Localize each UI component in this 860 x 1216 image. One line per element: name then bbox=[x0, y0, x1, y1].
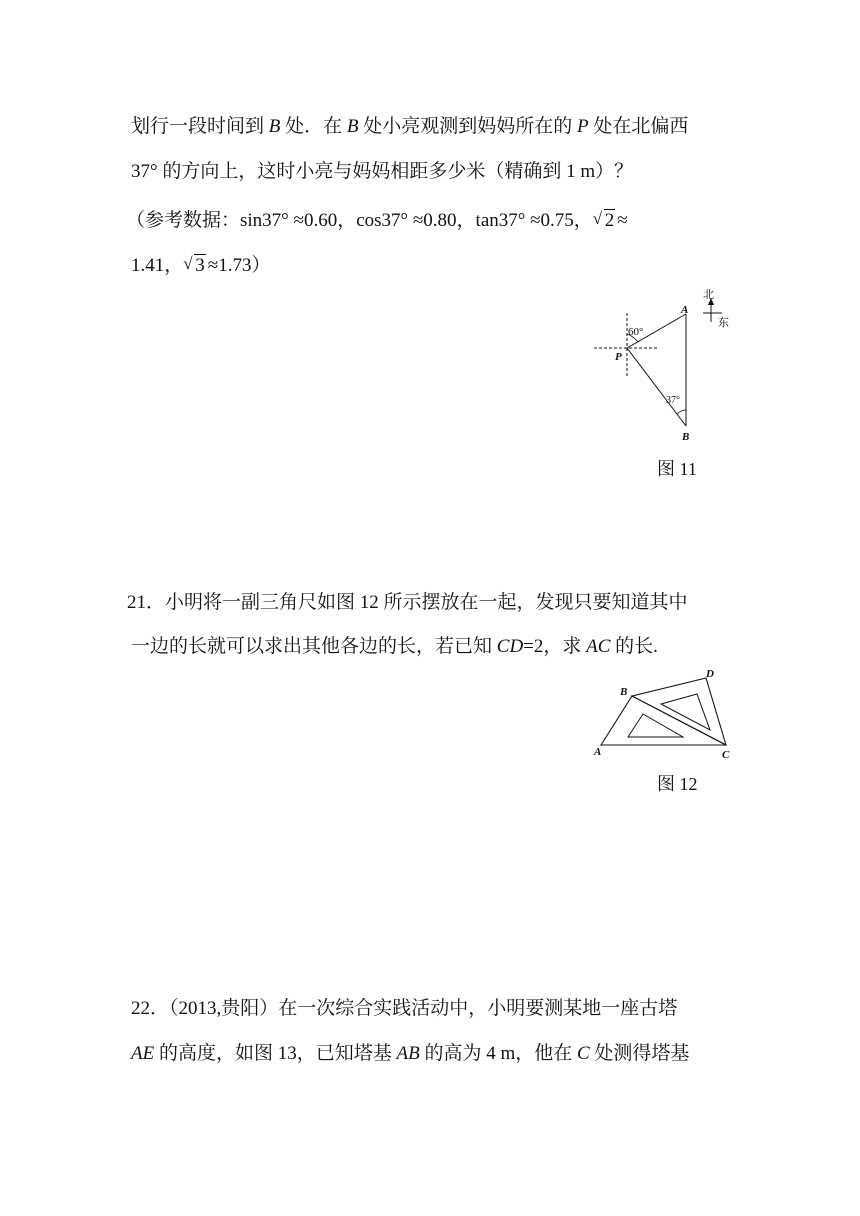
east-label: 东 bbox=[718, 317, 729, 329]
set-square-45-inner bbox=[628, 714, 683, 737]
point-label-P: P bbox=[615, 351, 622, 363]
point-label-B: B bbox=[620, 686, 628, 698]
var-CD: CD bbox=[496, 636, 524, 657]
p20-line-1: 划行一段时间到 B 处．在 B 处小亮观测到妈妈所在的 P 处在北偏西 bbox=[131, 116, 689, 137]
point-label-A: A bbox=[594, 746, 602, 758]
angle-label-37: 37° bbox=[666, 395, 680, 406]
point-label-A: A bbox=[681, 304, 689, 316]
north-label: 北 bbox=[703, 289, 714, 301]
sqrt-3: √ 3 bbox=[183, 254, 205, 276]
p20-line-3: （参考数据：sin37° ≈0.60，cos37° ≈0.80，tan37° ≈0.75， √ 2 ≈ bbox=[126, 209, 628, 231]
p20-line-2: 37° 的方向上，这时小亮与妈妈相距多少米（精确到 1 m）？ bbox=[131, 161, 634, 182]
var-AE: AE bbox=[131, 1043, 155, 1064]
angle-arc-37 bbox=[677, 410, 686, 414]
figure-11-caption: 图 11 bbox=[657, 459, 697, 479]
q21-line-2: 一边的长就可以求出其他各边的长，若已知 CD=2，求 AC 的长. bbox=[131, 636, 658, 657]
q21-line-1: 21．小明将一副三角尺如图 12 所示摆放在一起，发现只要知道其中 bbox=[127, 592, 688, 613]
p20-line-4: 1.41， √ 3 ≈1.73） bbox=[131, 254, 271, 276]
q22-line-1: 22．（2013,贵阳）在一次综合实践活动中，小明要测某地一座古塔 bbox=[131, 998, 678, 1019]
point-label-D: D bbox=[706, 668, 714, 680]
var-AC: AC bbox=[586, 636, 611, 657]
segment-PB bbox=[627, 348, 686, 426]
figure-11 bbox=[590, 285, 740, 445]
point-label-C: C bbox=[722, 749, 730, 760]
var-P: P bbox=[577, 116, 589, 137]
sqrt-2: √ 2 bbox=[592, 209, 615, 231]
var-B: B bbox=[346, 116, 359, 137]
var-AB: AB bbox=[396, 1043, 420, 1064]
angle-label-60: 60° bbox=[628, 326, 644, 338]
q22-line-2: AE 的高度，如图 13，已知塔基 AB 的高为 4 m，他在 C 处测得塔基 bbox=[131, 1043, 690, 1064]
figure-12-caption: 图 12 bbox=[657, 774, 698, 794]
var-C: C bbox=[576, 1043, 590, 1064]
figure-12 bbox=[590, 665, 740, 760]
var-B: B bbox=[268, 116, 281, 137]
point-label-B: B bbox=[682, 431, 690, 443]
set-square-30-inner bbox=[661, 694, 710, 730]
